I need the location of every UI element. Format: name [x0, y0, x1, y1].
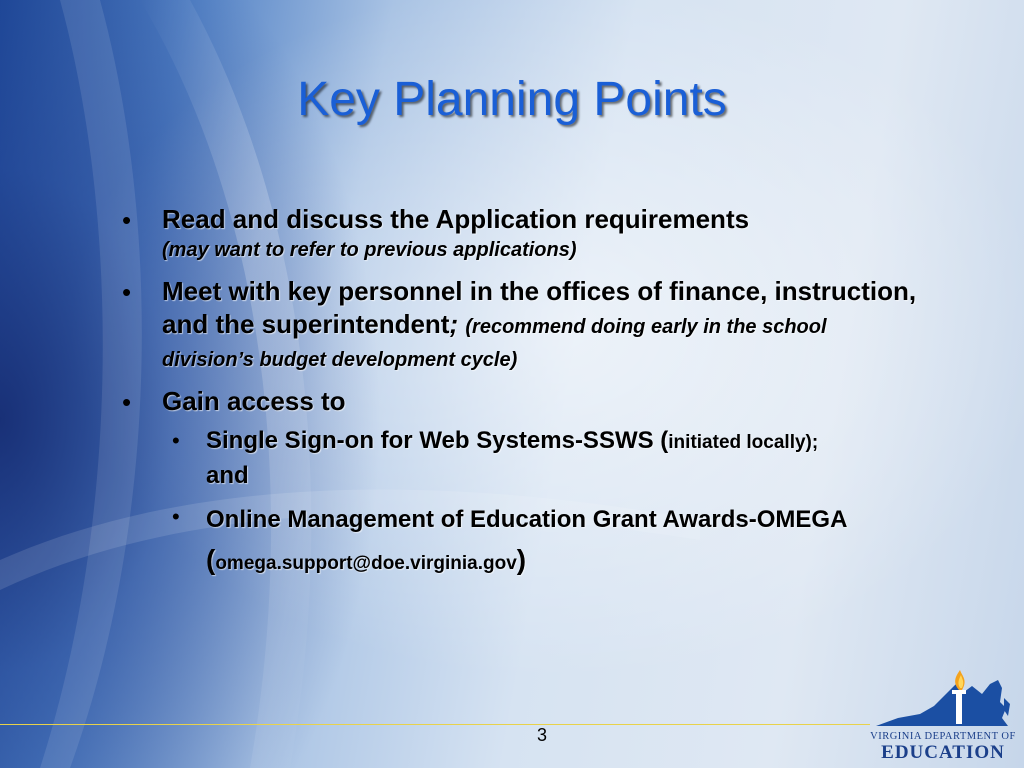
logo-line-1: VIRGINIA DEPARTMENT OF — [870, 731, 1016, 742]
bullet-text: Meet with key personnel in the offices of finance, instruction, and the superintendent — [162, 276, 917, 339]
sub-bullet-text-wrap — [206, 500, 886, 584]
sub-bullet-tail: and — [206, 462, 249, 489]
sub-bullet-marker: • — [172, 428, 180, 453]
bullet-text: Gain access to — [162, 386, 346, 416]
logo-line-2: EDUCATION — [881, 742, 1005, 763]
bullet-marker: • — [122, 277, 132, 307]
bullet-list — [118, 203, 918, 595]
bullet-text: Read and discuss the Application requirements — [162, 204, 750, 234]
sub-bullet-list — [162, 424, 918, 584]
sub-bullet-item — [162, 424, 918, 492]
paren-close: ) — [516, 544, 527, 575]
slide-title: Key Planning Points — [297, 73, 727, 126]
bullet-note: (recommend doing early in the school division’s budget development cycle) — [162, 316, 827, 371]
bullet-note: (may want to refer to previous applications) — [162, 239, 577, 261]
bullet-marker: • — [122, 205, 132, 235]
sub-bullet-text: Single Sign-on for Web Systems-SSWS — [206, 427, 661, 454]
bullet-item — [118, 275, 918, 374]
bullet-text-wrap — [162, 275, 918, 374]
vdoe-logo — [868, 668, 1018, 764]
bullet-separator: ; — [449, 309, 459, 339]
virginia-state-torch-icon — [868, 668, 1018, 730]
sub-bullet-item — [162, 500, 918, 584]
sub-bullet-note: initiated locally); — [668, 432, 819, 453]
sub-bullet-marker: • — [172, 504, 180, 529]
sub-bullet-text: Online Management of Education Grant Awards-OMEGA — [206, 506, 847, 533]
bullet-marker: • — [122, 387, 132, 417]
bullet-item — [118, 203, 918, 264]
email-link[interactable]: omega.support@doe.virginia.gov — [215, 553, 517, 574]
paren-open: ( — [660, 427, 669, 454]
sub-bullet-text-wrap — [206, 424, 918, 492]
page-number: 3 — [536, 725, 547, 745]
paren-open: ( — [206, 544, 216, 575]
bullet-item — [118, 385, 918, 584]
